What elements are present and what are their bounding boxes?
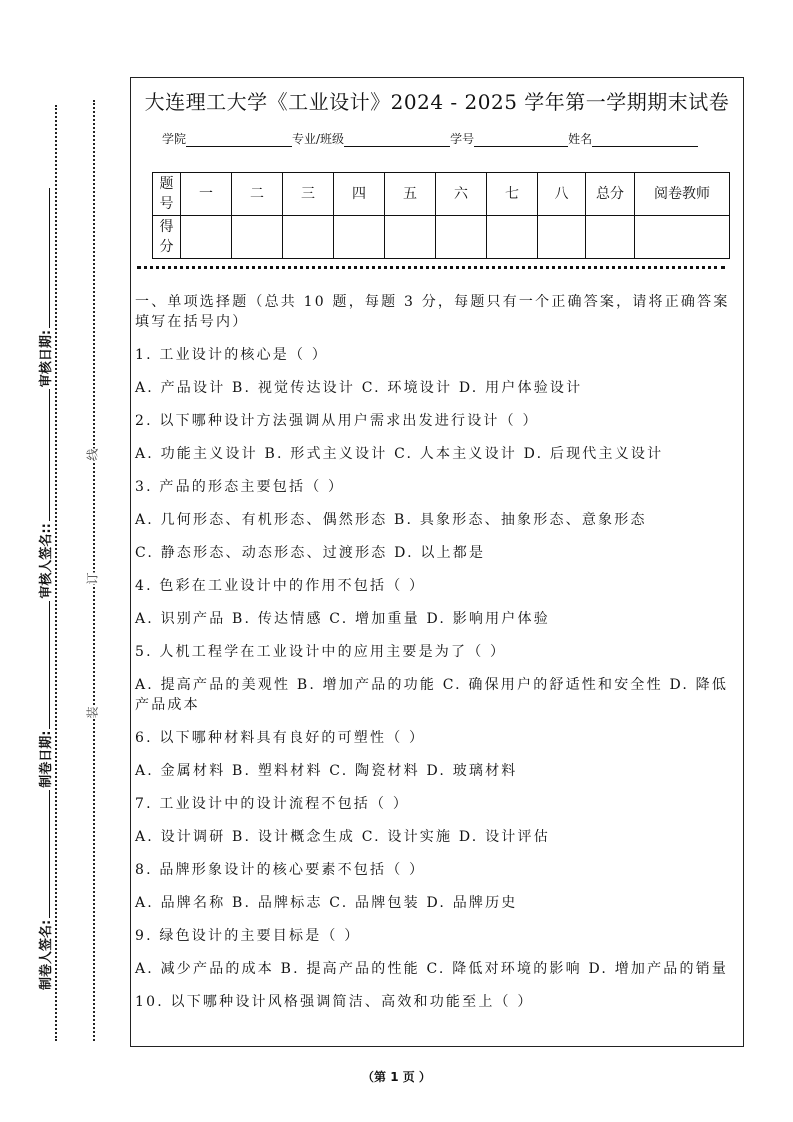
name-field[interactable] — [592, 132, 698, 147]
header-cell: 阅卷教师 — [635, 173, 730, 216]
score-cell[interactable] — [538, 216, 586, 259]
score-cell[interactable] — [436, 216, 487, 259]
header-cell: 二 — [232, 173, 283, 216]
major-field[interactable] — [344, 132, 450, 147]
question-line: 3. 产品的形态主要包括（ ） — [135, 479, 345, 495]
score-cell[interactable] — [635, 216, 730, 259]
score-cell[interactable] — [385, 216, 436, 259]
section-heading: 一、单项选择题（总共 10 题，每题 3 分，每题只有一个正确答案，请将正确答案填写在括号内） — [135, 294, 730, 330]
header-cell: 题号 — [153, 173, 181, 216]
header-cell: 六 — [436, 173, 487, 216]
reviewer-date-field[interactable] — [39, 188, 50, 328]
question-line: 6. 以下哪种材料具有良好的可塑性（ ） — [135, 730, 426, 746]
options-line: A. 品牌名称 B. 品牌标志 C. 品牌包装 D. 品牌历史 — [135, 895, 518, 911]
score-header-row — [153, 173, 730, 216]
options-line: A. 提高产品的美观性 B. 增加产品的功能 C. 确保用户的舒适性和安全性 D. 降低产品成本 — [135, 677, 729, 713]
options-line: A. 设计调研 B. 设计概念生成 C. 设计实施 D. 设计评估 — [135, 829, 550, 845]
question-line: 10. 以下哪种设计风格强调简洁、高效和功能至上（ ） — [135, 994, 534, 1010]
options-line: A. 功能主义设计 B. 形式主义设计 C. 人本主义设计 D. 后现代主义设计 — [135, 446, 664, 462]
score-cell[interactable] — [283, 216, 334, 259]
options-line: A. 产品设计 B. 视觉传达设计 C. 环境设计 D. 用户体验设计 — [135, 380, 583, 396]
question-line: 4. 色彩在工业设计中的作用不包括（ ） — [135, 578, 426, 594]
score-cell[interactable] — [334, 216, 385, 259]
score-cell[interactable] — [487, 216, 538, 259]
score-cell[interactable] — [232, 216, 283, 259]
student-id-label: 学号 — [450, 132, 475, 146]
question-section — [135, 292, 741, 1025]
row-label: 得分 — [153, 216, 181, 259]
reviewer-sign-field[interactable] — [39, 389, 50, 521]
reviewer-sign-label: 审核人签名:: — [39, 523, 54, 599]
college-label: 学院 — [162, 132, 187, 146]
dotted-margin-line — [55, 105, 57, 1041]
question-line: 5. 人机工程学在工业设计中的应用主要是为了（ ） — [135, 644, 507, 660]
options-line: C. 静态形态、动态形态、过渡形态 D. 以上都是 — [135, 545, 486, 561]
college-field[interactable] — [186, 132, 292, 147]
question-line: 8. 品牌形象设计的核心要素不包括（ ） — [135, 862, 426, 878]
header-cell: 三 — [283, 173, 334, 216]
question-line: 2. 以下哪种设计方法强调从用户需求出发进行设计（ ） — [135, 413, 539, 429]
maker-sign-field[interactable] — [39, 790, 50, 918]
signature-strip — [32, 152, 54, 992]
header-cell: 五 — [385, 173, 436, 216]
header-cell: 总分 — [586, 173, 635, 216]
maker-date-field[interactable] — [39, 601, 50, 729]
student-info — [162, 130, 698, 147]
score-cell[interactable] — [586, 216, 635, 259]
header-cell: 七 — [487, 173, 538, 216]
binding-char-order: 订 — [85, 572, 100, 585]
header-cell: 一 — [181, 173, 232, 216]
student-id-field[interactable] — [474, 132, 568, 147]
header-cell: 四 — [334, 173, 385, 216]
binding-dotted-line — [93, 100, 95, 1041]
options-line: A. 金属材料 B. 塑料材料 C. 陶瓷材料 D. 玻璃材料 — [135, 763, 518, 779]
options-line: A. 减少产品的成本 B. 提高产品的性能 C. 降低对环境的影响 D. 增加产品的销量 — [135, 961, 729, 977]
binding-char-line: 线 — [85, 448, 100, 461]
score-cell[interactable] — [181, 216, 232, 259]
options-line: A. 几何形态、有机形态、偶然形态 B. 具象形态、抽象形态、意象形态 — [135, 512, 647, 528]
question-line: 1. 工业设计的核心是（ ） — [135, 347, 329, 363]
header-cell: 八 — [538, 173, 586, 216]
reviewer-date-label: 审核日期: — [39, 329, 54, 388]
binding-char-install: 装 — [85, 706, 100, 719]
score-row — [153, 216, 730, 259]
name-label: 姓名 — [568, 132, 593, 146]
options-line: A. 识别产品 B. 传达情感 C. 增加重量 D. 影响用户体验 — [135, 611, 550, 627]
page-number: （第 1 页 ） — [362, 1070, 431, 1084]
maker-sign-label: 制卷人签名: — [39, 919, 54, 990]
exam-title: 大连理工大学《工业设计》2024 - 2025 学年第一学期期末试卷 — [144, 90, 730, 114]
maker-date-label: 制卷日期: — [39, 730, 54, 788]
dotted-separator — [137, 266, 725, 269]
question-line: 7. 工业设计中的设计流程不包括（ ） — [135, 796, 410, 812]
question-line: 9. 绿色设计的主要目标是（ ） — [135, 928, 361, 944]
major-label: 专业/班级 — [292, 132, 345, 146]
score-table — [152, 172, 730, 259]
